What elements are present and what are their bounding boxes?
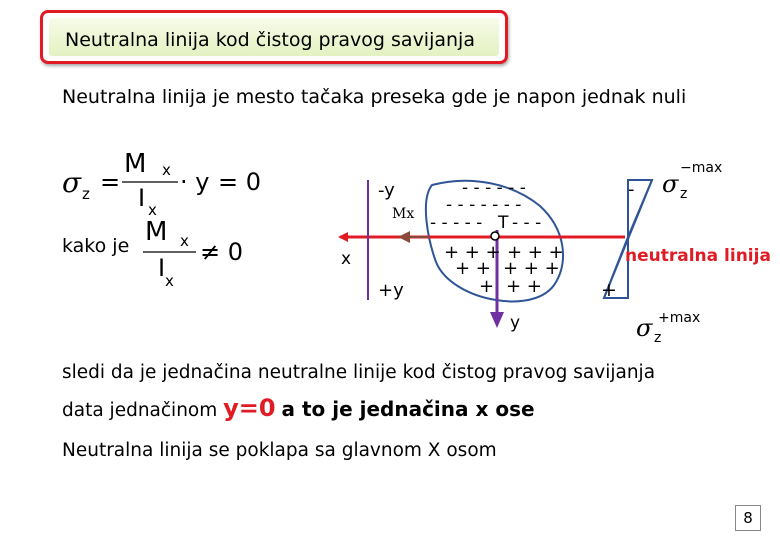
formula1-equals: = (100, 168, 121, 196)
kako-je-text: kako je (62, 235, 130, 257)
plus-row-2b: + + + (503, 258, 560, 279)
centroid-point (491, 232, 499, 240)
sigma-top-sup: −max (680, 160, 723, 176)
formula2-numerator: M (145, 217, 168, 247)
pos-y-label: +y (378, 280, 404, 301)
neg-y-label: -y (378, 180, 395, 201)
moment-arrowhead (398, 231, 410, 243)
formula2-denominator: I (158, 254, 166, 282)
plus-row-3a: + (479, 276, 495, 297)
equation-line (62, 394, 535, 422)
formula2-rhs: ≠ 0 (200, 238, 244, 266)
y-axis-label: y (510, 313, 521, 333)
centroid-label: T (498, 213, 509, 233)
minus-row-1: - - - - - - (462, 178, 526, 198)
formula1-sigma-sub: z (82, 185, 90, 203)
definition-text: Neutralna linija je mesto tačaka preseka gde je napon jednak nuli (62, 86, 687, 108)
conclusion-text: sledi da je jednačina neutralne linije kod čistog pravog savijanja (62, 362, 656, 383)
moment-condition-formula (143, 217, 243, 290)
stress-minus-sign: - (628, 179, 635, 200)
formula1-denominator: I (138, 184, 146, 212)
formula1-numerator-sub: x (162, 161, 171, 179)
plus-row-1a: + + + (444, 242, 501, 263)
formula1-rhs: = 0 (218, 168, 262, 196)
formula2-numerator-sub: x (180, 232, 189, 250)
minus-row-2: - - - - - - - (446, 195, 522, 215)
equation-prefix: data jednačinom (62, 400, 218, 421)
formula1-numerator: M (124, 149, 147, 179)
minus-row-4: - - - (512, 213, 542, 233)
plus-row-2a: + + (455, 258, 491, 279)
sigma-top: σ (662, 170, 679, 198)
y-axis-arrowhead (490, 312, 504, 328)
y-equals-zero: y=0 (223, 394, 276, 422)
plus-row-3b: + + (506, 276, 542, 297)
minus-row-3: - - - - - (430, 213, 483, 233)
sigma-bottom-sub: z (654, 330, 662, 346)
slide-title: Neutralna linija kod čistog pravog savijanja (65, 29, 475, 51)
formula1-denominator-sub: x (148, 201, 157, 219)
sigma-top-sub: z (680, 186, 688, 202)
x-axis-label: x (341, 249, 352, 269)
stress-formula (62, 149, 261, 219)
formula1-sigma: σ (62, 166, 82, 199)
plus-row-1b: + + + (507, 242, 564, 263)
stress-plus-sign: + (601, 279, 617, 301)
formula1-times-y: · y (180, 168, 210, 196)
sigma-bottom-sup: +max (658, 310, 701, 326)
sigma-bottom: σ (636, 314, 653, 342)
page-number: 8 (735, 505, 761, 531)
moment-label: Mx (392, 206, 415, 222)
coincide-text: Neutralna linija se poklapa sa glavnom X osom (62, 440, 497, 461)
x-axis-equation-text: a to je jednačina x ose (281, 397, 535, 421)
neutral-line-label: neutralna linija (625, 246, 771, 266)
formula2-denominator-sub: x (165, 272, 174, 290)
